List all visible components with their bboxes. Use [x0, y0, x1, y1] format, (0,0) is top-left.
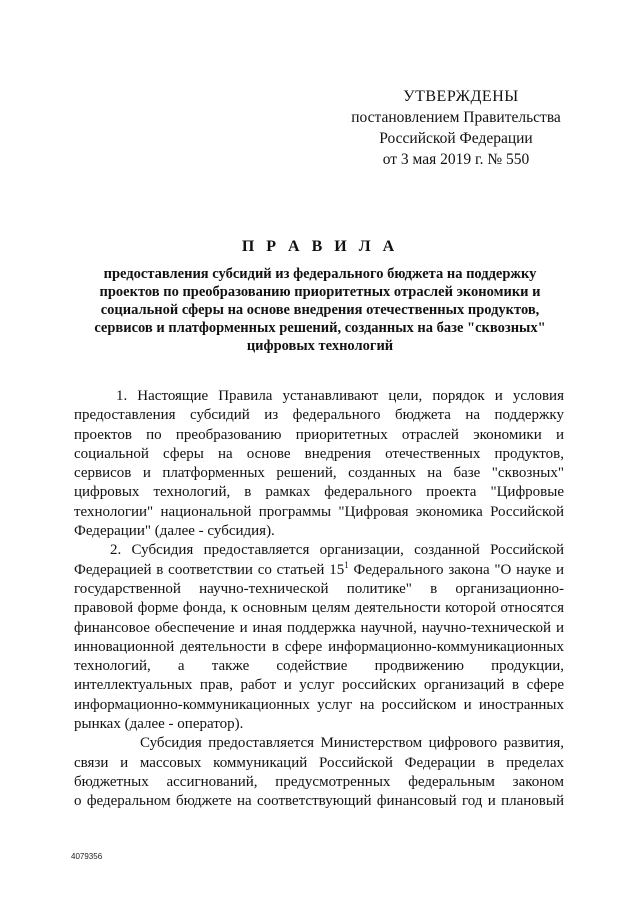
subtitle-line: проектов по преобразованию приоритетных отраслей экономики и: [99, 284, 541, 300]
text-line: технологий, а также содействие продвижению продукции,: [74, 658, 564, 675]
subtitle-line: предоставления субсидий из федерального бюджета на поддержку: [103, 266, 537, 282]
text-line: Федерации" (далее - субсидия).: [74, 523, 275, 540]
text-line: технологии" национальной программы "Цифровая экономика Российской: [74, 503, 564, 520]
approval-line-1: постановлением Правительства: [351, 109, 561, 126]
text-line: 2. Субсидия предоставляется организации, созданной Российской: [110, 542, 564, 559]
approval-line-3: от 3 мая 2019 г. № 550: [382, 151, 530, 168]
text-line: инновационной деятельности в сфере информационно-коммуникационных: [74, 638, 564, 655]
text-line: цифровых технологий, в рамках федерального проекта "Цифровые: [74, 484, 564, 501]
text-line: 1. Настоящие Правила устанавливают цели, порядок и условия: [116, 388, 564, 404]
subtitle-line: цифровых технологий: [246, 338, 394, 354]
text-line: о федеральном бюджете на соответствующий финансовый год и плановый: [74, 793, 564, 810]
paragraph-1: [74, 387, 564, 541]
paragraph-2: [74, 541, 564, 734]
document-code: 4079356: [71, 852, 103, 861]
text-line: проектов по преобразованию приоритетных отраслей экономики и: [74, 426, 564, 443]
approval-line-2: Российской Федерации: [379, 130, 533, 147]
superscript-reference: 1: [344, 559, 349, 570]
text-line: социальной сферы на основе внедрения отечественных продуктов,: [74, 445, 564, 462]
text-line: рынках (далее - оператор).: [74, 716, 244, 733]
approval-block: [336, 86, 576, 170]
text-line: информационно-коммуникационных услуг на российском и иностранных: [74, 696, 564, 713]
text-line: связи и массовых коммуникаций Российской Федерации в пределах: [74, 754, 564, 771]
document-title: П Р А В И Л А: [241, 238, 399, 255]
text-line: предоставления субсидий из федерального бюджета на поддержку: [74, 407, 564, 424]
text-line: Субсидия предоставляется Министерством цифрового развития,: [140, 735, 564, 752]
document-body: [74, 387, 564, 812]
text-line: финансовое обеспечение и иная поддержка научной, научно-технической и: [74, 619, 564, 636]
text-line: государственной научно-технической политике" в организационно-: [74, 580, 564, 597]
document-subtitle: [78, 265, 562, 355]
text-line: сервисов и платформенных решений, созданных на базе "сквозных": [74, 465, 564, 482]
approval-heading: УТВЕРЖДЕНЫ: [403, 88, 519, 105]
paragraph-3: [74, 734, 564, 811]
text-fragment: Федерального закона "О науке и: [348, 561, 564, 578]
text-line-with-footnote: [74, 561, 564, 580]
subtitle-line: социальной сферы на основе внедрения отечественных продуктов,: [100, 302, 540, 318]
text-line: бюджетных ассигнований, предусмотренных федеральным законом: [74, 773, 564, 790]
text-line: правовой форме фонда, к основным целям деятельности которой относятся: [74, 600, 564, 617]
text-line: интеллектуальных прав, работ и услуг российских организаций в сфере: [74, 677, 564, 694]
text-fragment: Федерацией в соответствии со статьей 15: [74, 561, 345, 578]
subtitle-line: сервисов и платформенных решений, созданных на базе "сквозных": [94, 320, 546, 336]
